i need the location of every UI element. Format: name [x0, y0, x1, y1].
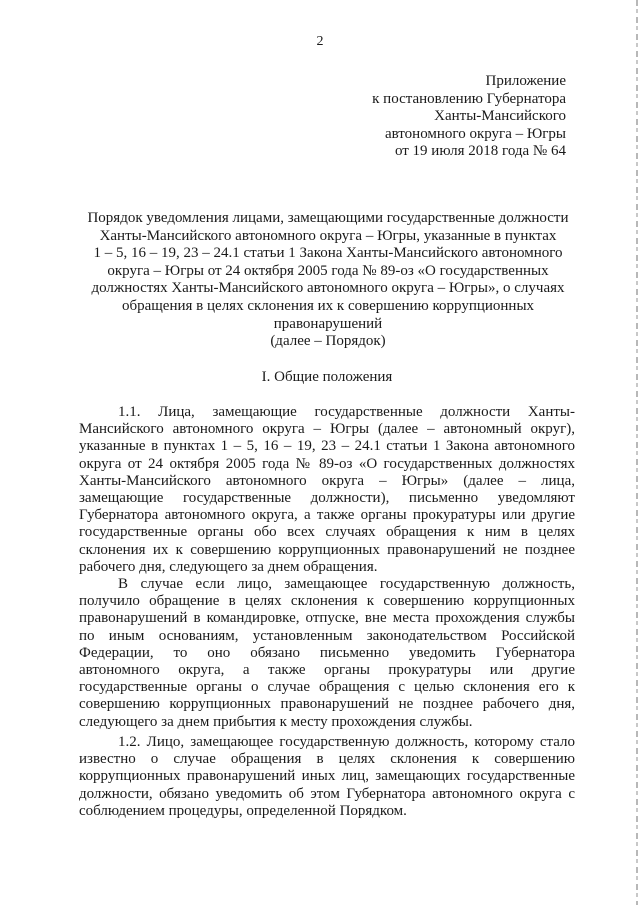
paragraph-line: должности, обязано уведомить об этом Губернатора автономного округа с	[79, 785, 575, 802]
paragraph-1-1	[79, 404, 575, 576]
appendix-line: Приложение	[485, 73, 566, 89]
paragraph-line: следующего за днем прибытия к месту прохождения службы.	[79, 713, 473, 730]
paragraph-line: округа от 24 октября 2005 года № 89-оз «О государственных должностях	[79, 455, 575, 472]
title-line: обращения в целях склонения их к совершению коррупционных	[121, 297, 535, 314]
appendix-line: к постановлению Губернатора	[372, 90, 566, 107]
paragraph-line: совершению коррупционных правонарушений не позднее рабочего дня,	[79, 696, 575, 713]
appendix-block	[372, 73, 566, 161]
paragraph-line: замещающие государственные должности), письменно уведомляют	[79, 490, 575, 507]
title-line: Порядок уведомления лицами, замещающими государственные должности	[87, 210, 569, 226]
paragraph-line: коррупционных правонарушений иных лиц, замещающих государственные	[79, 768, 575, 785]
document-title	[78, 210, 578, 351]
paragraph-line: 1.1. Лица, замещающие государственные должности Ханты-	[118, 404, 575, 420]
paragraph-line: Губернатора автономного округа, а также органы прокуратуры или другие	[79, 507, 575, 524]
paragraph-line: Мансийского автономного округа – Югры (далее – автономный округ),	[79, 421, 575, 438]
paragraph-line: Федерации, то оно обязано письменно уведомить Губернатора	[79, 644, 575, 661]
paragraph-line: государственные органы обо всех случаях обращения к ним в целях	[79, 524, 575, 541]
title-line: Ханты-Мансийского автономного округа – Югры, указанные в пунктах	[99, 227, 557, 244]
title-line: правонарушений	[273, 315, 383, 332]
paragraph-line: указанные в пунктах 1 – 5, 16 – 19, 23 – 24.1 статьи 1 Закона автономного	[79, 438, 575, 455]
title-line: (далее – Порядок)	[270, 333, 386, 350]
paragraph-line: рабочего дня, следующего за днем обращения.	[79, 558, 378, 575]
paragraph-line: 1.2. Лицо, замещающее государственную должность, которому стало	[118, 734, 575, 750]
paragraph-line: соблюдением процедуры, определенной Порядком.	[79, 802, 407, 819]
section-heading: I. Общие положения	[261, 369, 393, 385]
appendix-line: автономного округа – Югры	[384, 125, 566, 142]
page-number: 2	[316, 34, 324, 49]
appendix-line: от 19 июля 2018 года № 64	[394, 143, 566, 159]
title-line: округа – Югры от 24 октября 2005 года № 89-оз «О государственных	[107, 262, 549, 279]
paragraph-line: В случае если лицо, замещающее государственную должность,	[118, 576, 575, 592]
paragraph-1-2	[79, 734, 575, 820]
title-line: 1 – 5, 16 – 19, 23 – 24.1 статьи 1 Закона Ханты-Мансийского автономного	[93, 245, 563, 262]
paragraph-line: Ханты-Мансийского автономного округа – Югры» (далее – лица,	[79, 472, 575, 489]
appendix-line: Ханты-Мансийского	[434, 108, 566, 124]
paragraph-1-1-continued	[79, 576, 575, 731]
title-line: должностях Ханты-Мансийского автономного округа – Югры», о случаях	[91, 280, 565, 297]
scan-edge-line	[636, 0, 638, 905]
paragraph-line: автономного округа, а также органы прокуратуры или другие	[79, 662, 575, 679]
paragraph-line: известно о случае обращения в целях склонения к совершению	[79, 751, 575, 768]
paragraph-line: склонения их к совершению коррупционных правонарушений не позднее	[79, 541, 575, 558]
paragraph-line: по иным основаниям, установленным законодательством Российской	[79, 627, 575, 644]
paragraph-line: правонарушений в командировке, отпуске, вне места прохождения службы	[79, 610, 575, 627]
paragraph-line: получило обращение в целях склонения к совершению коррупционных	[79, 593, 575, 610]
paragraph-line: государственные органы о случае обращения с целью склонения его к	[79, 679, 575, 696]
